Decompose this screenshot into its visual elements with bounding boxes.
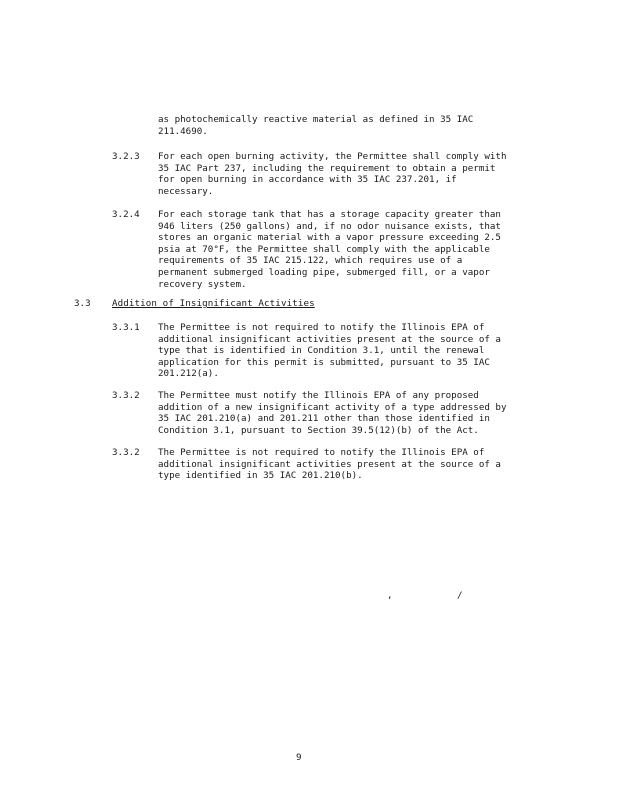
- condition-text-3-2-3: For each open burning activity, the Permittee shall comply with 35 IAC Part 237, including the requirement to obtain a permit for open burning in accordance with 35 IAC 237.201, if necessary.: [158, 151, 507, 197]
- condition-number-3-3-1: 3.3.1: [112, 322, 140, 333]
- section-number-3-3: 3.3: [74, 298, 91, 309]
- condition-text-3-3-3: The Permittee is not required to notify the Illinois EPA of additional insignificant activities present at the source of a type identified in 35 IAC 201.210(b).: [158, 447, 501, 482]
- condition-text-3-3-2: The Permittee must notify the Illinois EPA of any proposed addition of a new insignificant activity of a type addressed by 35 IAC 201.210(a) and 201.211 other than those identified in Condition 3.1, pursuant to Section 39.5(12)(b) of the Act.: [158, 390, 507, 436]
- condition-number-3-3-2: 3.3.2: [112, 390, 140, 401]
- section-heading: Addition of Insignificant Activities: [112, 298, 315, 309]
- condition-text-3-2-4: For each storage tank that has a storage capacity greater than 946 liters (250 gallons) and, if no odor nuisance exists, that stores an organic material with a vapor pressure exceeding 2.5 psia at 70°F, the Permittee shall comply with the applicable requirements of 35 IAC 215.122, which requires use of a permanent submerged loading pipe, submerged fill, or a vapor recovery system.: [158, 209, 501, 290]
- scan-mark: ,: [387, 590, 393, 601]
- scan-mark: /: [457, 590, 463, 601]
- condition-number-3-2-4: 3.2.4: [112, 209, 140, 220]
- condition-number-3-2-3: 3.2.3: [112, 151, 140, 162]
- condition-text-3-3-1: The Permittee is not required to notify the Illinois EPA of additional insignificant activities present at the source of a type that is identified in Condition 3.1, until the renewal application for this permit is submitted, pursuant to 35 IAC 201.212(a).: [158, 322, 501, 380]
- continuation-paragraph: as photochemically reactive material as defined in 35 IAC 211.4690.: [158, 114, 474, 137]
- condition-number-3-3-3: 3.3.2: [112, 447, 140, 458]
- page-number: 9: [296, 752, 302, 763]
